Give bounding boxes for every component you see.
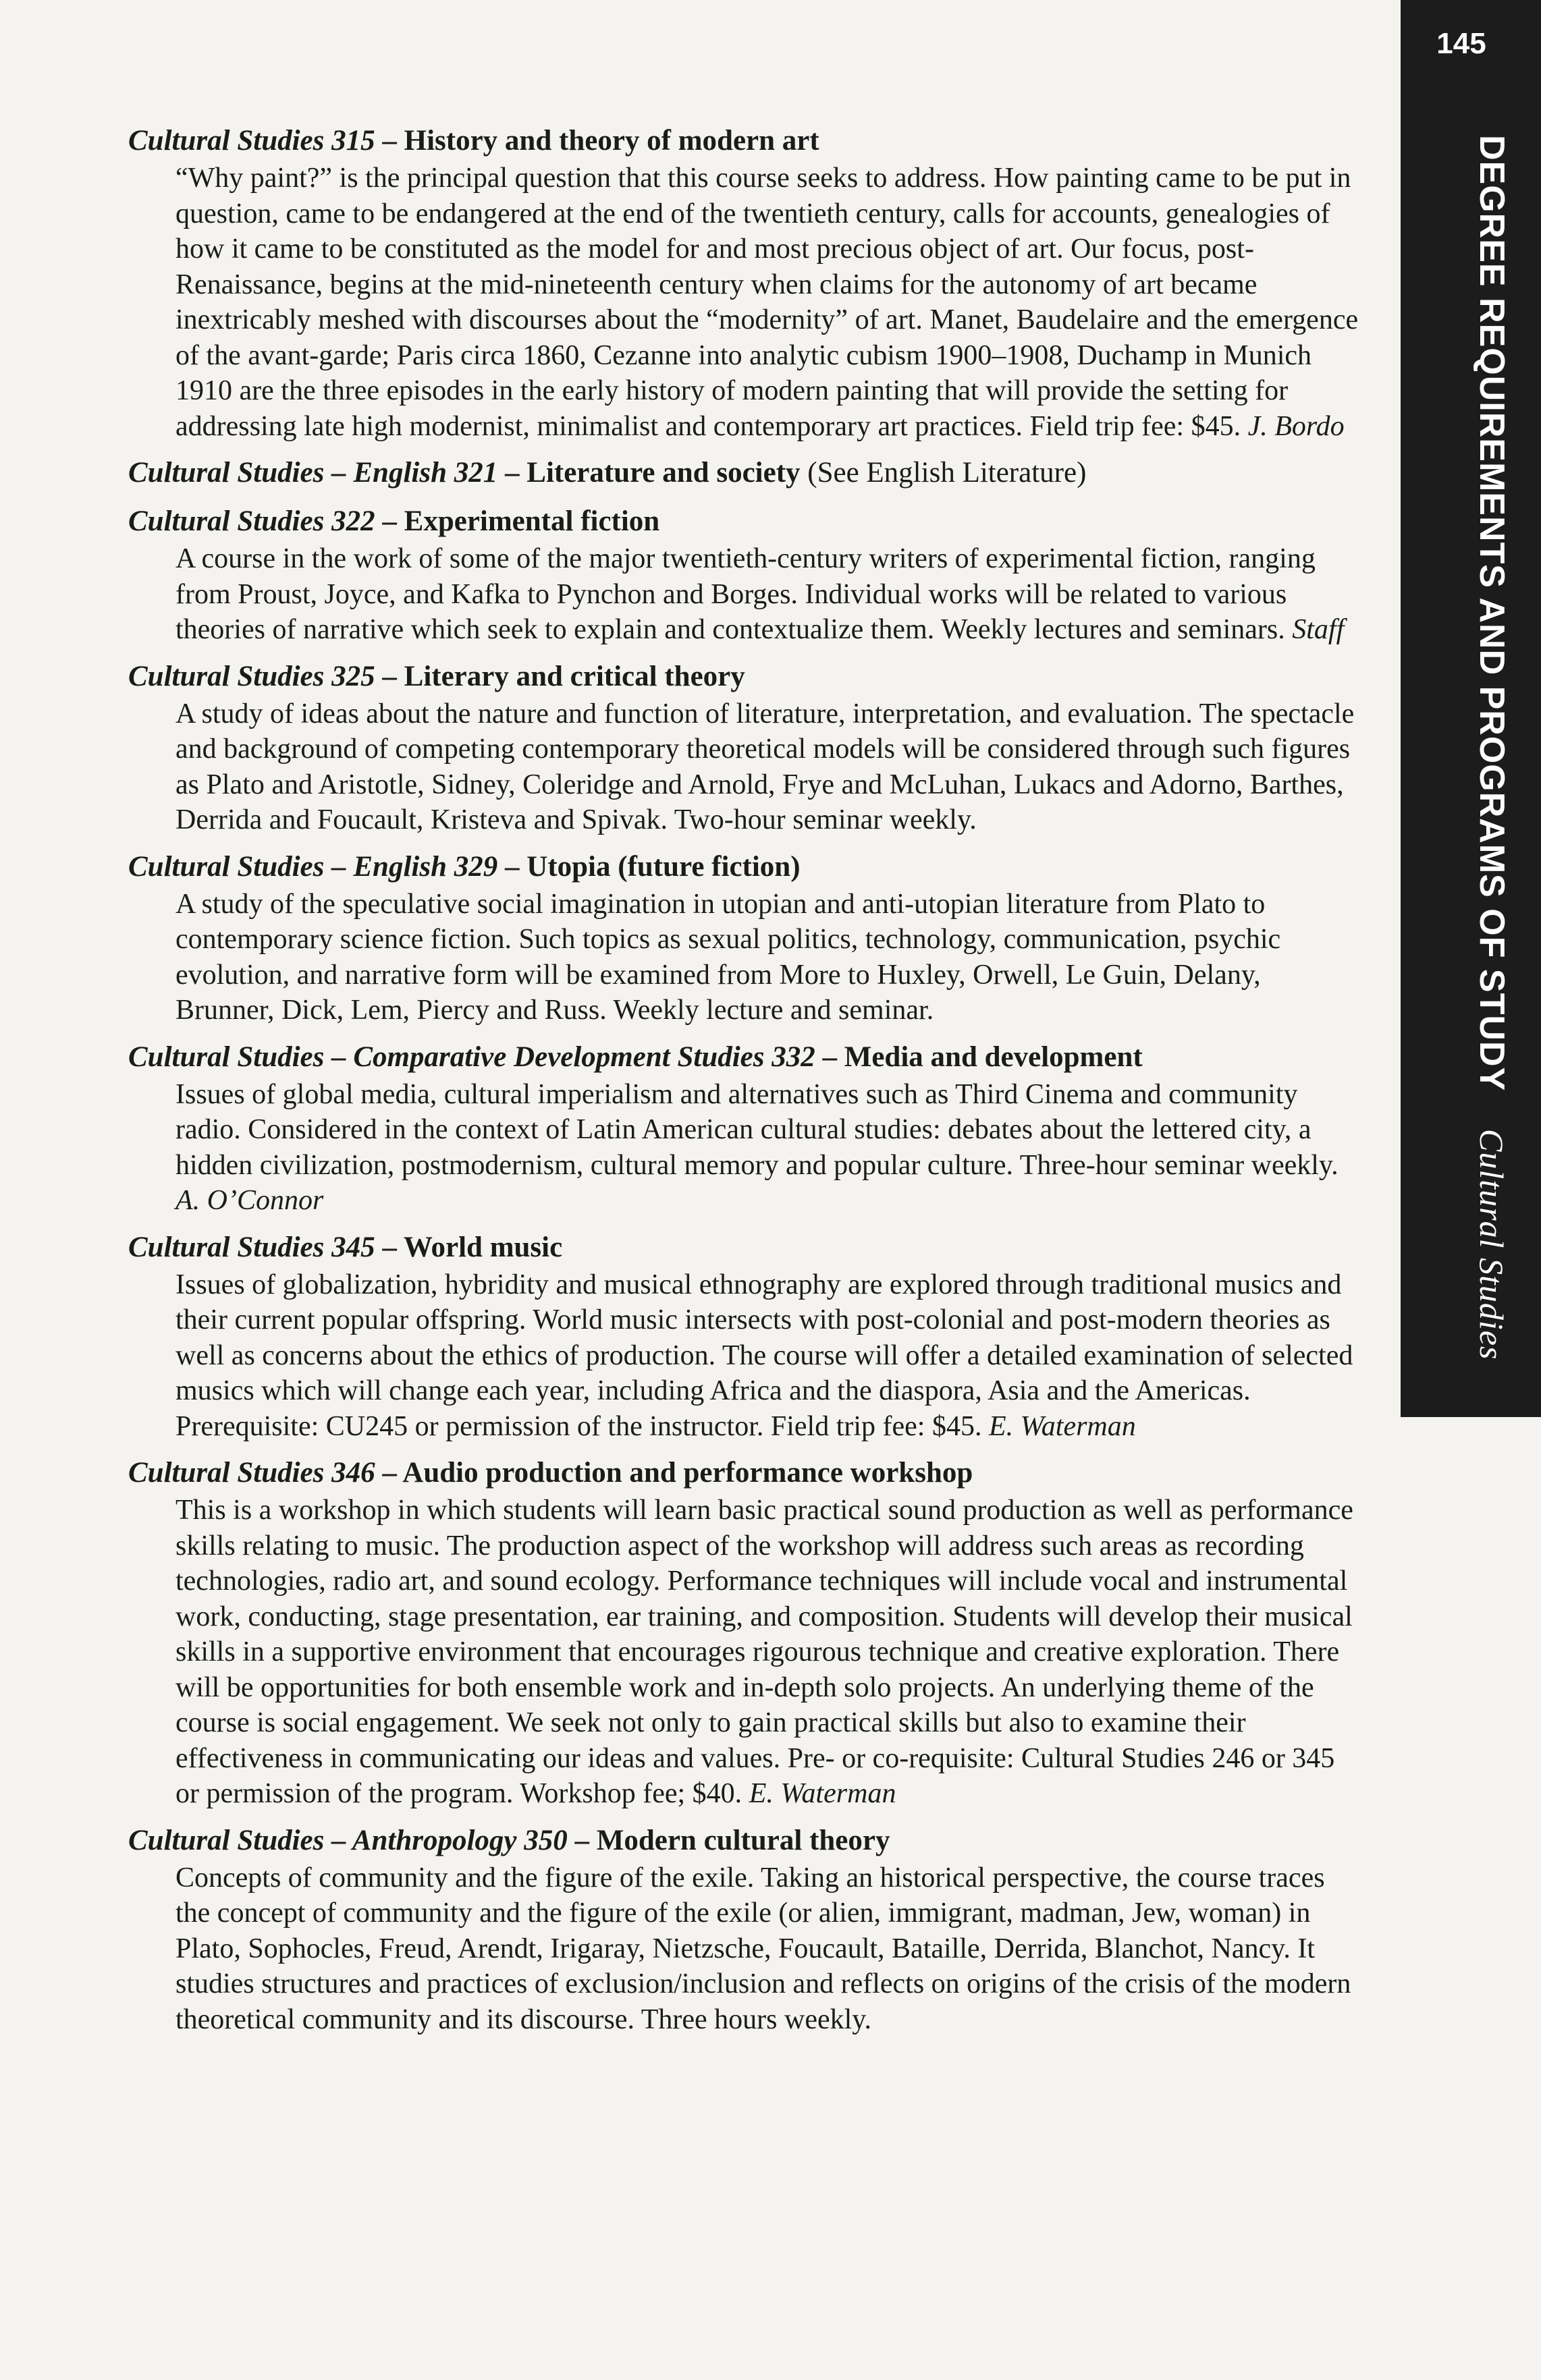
course-instructor: E. Waterman xyxy=(749,1778,896,1809)
course-heading xyxy=(128,1228,1363,1267)
course-entry xyxy=(128,1228,1363,1445)
separator: – xyxy=(505,850,527,883)
course-description xyxy=(128,1077,1363,1219)
course-heading xyxy=(128,848,1363,887)
course-entry xyxy=(128,1038,1363,1219)
course-description xyxy=(128,887,1363,1028)
course-description xyxy=(128,1860,1363,2038)
side-title-sub: Cultural Studies xyxy=(1473,1128,1511,1360)
course-instructor: E. Waterman xyxy=(988,1410,1136,1442)
description-text: Issues of globalization, hybridity and musical ethnography are explored through traditional musics and their current popular offspring. World music intersects with post-colonial and post-modern theories as well as concerns about the ethics of production. The course will offer a detailed examination of selected musics which will change each year, including Africa and the diaspora, Asia and the Americas. Prerequisite: CU245 or permission of the instructor. Field trip fee: $45. xyxy=(175,1269,1353,1442)
course-entry xyxy=(128,1821,1363,2038)
course-heading xyxy=(128,657,1363,696)
course-title: Audio production and performance workshop xyxy=(402,1457,973,1489)
course-entry xyxy=(128,453,1363,493)
separator: – xyxy=(382,505,404,537)
course-code: Cultural Studies 315 xyxy=(128,125,375,157)
description-text: Issues of global media, cultural imperialism and alternatives such as Third Cinema and community radio. Considered in the context of Latin American cultural studies: debates about the lettered city, a hidden civilization, postmodernism, cultural memory and popular culture. Three-hour seminar weekly. xyxy=(175,1078,1339,1181)
course-heading xyxy=(128,502,1363,541)
course-title: Utopia (future fiction) xyxy=(526,850,801,883)
course-code: Cultural Studies 325 xyxy=(128,660,375,692)
course-title: Literature and society xyxy=(526,457,801,489)
course-heading xyxy=(128,1821,1363,1860)
course-description xyxy=(128,541,1363,648)
page-number: 145 xyxy=(1436,27,1486,60)
course-instructor: A. O’Connor xyxy=(175,1185,324,1216)
course-description xyxy=(128,1493,1363,1812)
course-title: World music xyxy=(403,1231,563,1263)
separator: – xyxy=(382,1457,403,1489)
description-text: A course in the work of some of the major twentieth-century writers of experimental fiction, ranging from Proust, Joyce, and Kafka to Pynchon and Borges. Individual works will be related to various theories of narrative which seek to explain and contextualize them. Weekly lectures and seminars. xyxy=(175,543,1316,645)
course-code: Cultural Studies 346 xyxy=(128,1457,375,1489)
course-heading xyxy=(128,453,1363,493)
separator: – xyxy=(382,1231,404,1263)
course-title: Media and development xyxy=(844,1041,1143,1073)
course-code: Cultural Studies – Anthropology 350 xyxy=(128,1824,568,1856)
course-code: Cultural Studies 322 xyxy=(128,505,375,537)
description-text: Concepts of community and the figure of the exile. Taking an historical perspective, the course traces the concept of community and the figure of the exile (or alien, immigrant, madman, Jew, woman) in Plato, Sophocles, Freud, Arendt, Irigaray, Nietzsche, Foucault, Bataille, Derrida, Blanchot, Nancy. It studies structures and practices of exclusion/inclusion and reflects on origins of the crisis of the modern theoretical community and its discourse. Three hours weekly. xyxy=(175,1862,1351,2035)
course-entry xyxy=(128,657,1363,838)
description-text: “Why paint?” is the principal question that this course seeks to address. How painting came to be put in question, came to be endangered at the end of the twentieth century, calls for accounts, genealogies of how it came to be constituted as the model for and most precious object of art. Our focus, post-Renaissance, begins at the mid-nineteenth century when claims for the autonomy of art became inextricably meshed with discourses about the “modernity” of art. Manet, Baudelaire and the emergence of the avant-garde; Paris circa 1860, Cezanne into analytic cubism 1900–1908, Duchamp in Munich 1910 are the three episodes in the early history of modern painting that will provide the setting for addressing late high modernist, minimalist and contemporary art practices. Field trip fee: $45. xyxy=(175,163,1359,442)
course-code: Cultural Studies – English 321 xyxy=(128,457,498,489)
course-code: Cultural Studies – English 329 xyxy=(128,850,498,883)
course-description xyxy=(128,1267,1363,1445)
course-instructor: Staff xyxy=(1292,614,1345,645)
course-title: Literary and critical theory xyxy=(404,660,745,692)
side-title xyxy=(1458,135,1512,1360)
course-entry xyxy=(128,121,1363,444)
course-title: Modern cultural theory xyxy=(596,1824,890,1856)
separator: – xyxy=(505,457,527,489)
course-note: (See English Literature) xyxy=(807,457,1087,489)
course-entry xyxy=(128,848,1363,1028)
separator: – xyxy=(382,660,404,692)
course-code: Cultural Studies 345 xyxy=(128,1231,375,1263)
separator: – xyxy=(822,1041,844,1073)
course-entry xyxy=(128,502,1363,648)
course-description xyxy=(128,696,1363,838)
course-title: History and theory of modern art xyxy=(404,125,819,157)
description-text: This is a workshop in which students will learn basic practical sound production as well as performance skills relating to music. The production aspect of the workshop will address such areas as recording technologies, radio art, and sound ecology. Performance techniques will include vocal and instrumental work, conducting, stage presentation, ear training, and composition. Students will develop their musical skills in a supportive environment that encourages rigourous technique and creative exploration. There will be opportunities for both ensemble work and in-depth solo projects. An underlying theme of the course is social engagement. We seek not only to gain practical skills but also to examine their effectiveness in communicating our ideas and values. Pre- or co-requisite: Cultural Studies 246 or 345 or permission of the program. Workshop fee; $40. xyxy=(175,1495,1353,1809)
course-heading xyxy=(128,1038,1363,1077)
course-heading xyxy=(128,1454,1363,1493)
course-instructor: J. Bordo xyxy=(1247,410,1345,442)
course-entry xyxy=(128,1454,1363,1812)
course-heading xyxy=(128,121,1363,161)
description-text: A study of the speculative social imagination in utopian and anti-utopian literature from Plato to contemporary science fiction. Such topics as sexual politics, technology, communication, psychic evolution, and narrative form will be examined from More to Huxley, Orwell, Le Guin, Delany, Brunner, Dick, Lem, Piercy and Russ. Weekly lecture and seminar. xyxy=(175,888,1281,1026)
course-title: Experimental fiction xyxy=(404,505,660,537)
course-list xyxy=(128,121,1363,2047)
course-code: Cultural Studies – Comparative Development Studies 332 xyxy=(128,1041,815,1073)
course-description xyxy=(128,161,1363,444)
description-text: A study of ideas about the nature and function of literature, interpretation, and evaluation. The spectacle and background of competing contemporary theoretical models will be considered through such figures as Plato and Aristotle, Sidney, Coleridge and Arnold, Frye and McLuhan, Lukacs and Adorno, Barthes, Derrida and Foucault, Kristeva and Spivak. Two-hour seminar weekly. xyxy=(175,698,1355,835)
separator: – xyxy=(574,1824,597,1856)
side-title-main: DEGREE REQUIREMENTS AND PROGRAMS OF STUDY xyxy=(1472,135,1511,1092)
separator: – xyxy=(382,125,404,157)
